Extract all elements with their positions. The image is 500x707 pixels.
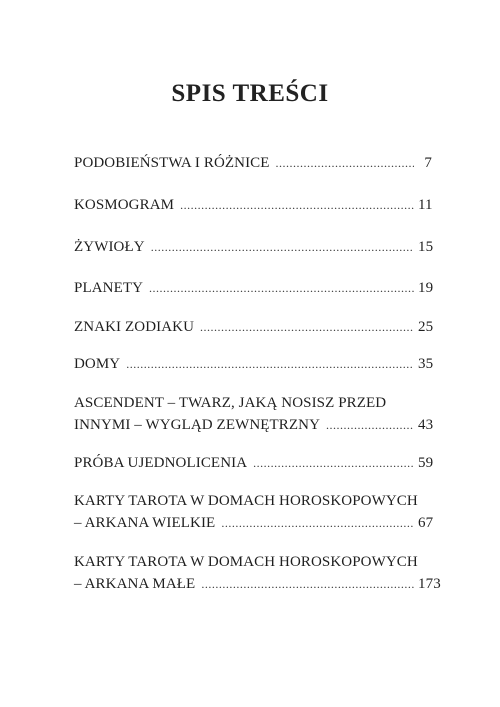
toc-page-number: 173 <box>418 576 441 592</box>
leader-dots <box>200 316 414 338</box>
toc-entry-title-line: – ARKANA WIELKIE <box>74 515 216 531</box>
toc-entry-title: DOMY <box>74 356 121 372</box>
toc-entry-title-line: KARTY TAROTA W DOMACH HOROSKOPOWYCH <box>74 554 418 570</box>
toc-entry-title-line: KARTY TAROTA W DOMACH HOROSKOPOWYCH <box>74 493 418 509</box>
toc-entry-title-line: – ARKANA MAŁE <box>74 576 196 592</box>
toc-entry-title: KOSMOGRAM <box>74 197 175 213</box>
toc-entry <box>74 236 432 258</box>
toc-page-number: 19 <box>418 280 434 296</box>
toc-entry <box>74 490 432 534</box>
toc-entry-title: PODOBIEŃSTWA I RÓŻNICE <box>74 155 270 171</box>
toc-page-number: 43 <box>418 417 434 433</box>
toc-entry <box>74 316 432 338</box>
toc-page-number: 15 <box>418 239 434 255</box>
toc-entry <box>74 353 432 375</box>
leader-dots <box>201 573 414 595</box>
leader-dots <box>253 452 414 474</box>
toc-entry <box>74 452 432 474</box>
toc-page-number: 59 <box>418 455 434 471</box>
page-title: SPIS TREŚCI <box>171 80 329 107</box>
leader-dots <box>276 152 414 174</box>
toc-entry-title: ZNAKI ZODIAKU <box>74 319 195 335</box>
toc-page-number: 11 <box>418 197 433 213</box>
leader-dots <box>180 194 414 216</box>
toc-entry <box>74 551 441 595</box>
toc-entry-title-line: INNYMI – WYGLĄD ZEWNĘTRZNY <box>74 417 321 433</box>
toc-page-number: 35 <box>418 356 434 372</box>
leader-dots <box>151 236 414 258</box>
toc-entry-title: ŻYWIOŁY <box>74 239 145 255</box>
toc-entry <box>74 392 432 436</box>
toc-page-number: 67 <box>418 515 434 531</box>
toc-page-number: 25 <box>418 319 434 335</box>
toc-entry <box>74 277 432 299</box>
toc-entry <box>74 194 432 216</box>
leader-dots <box>326 414 414 436</box>
leader-dots <box>126 353 414 375</box>
toc-entry-title-line: ASCENDENT – TWARZ, JAKĄ NOSISZ PRZED <box>74 395 387 411</box>
leader-dots <box>149 277 414 299</box>
toc-entry-title: PRÓBA UJEDNOLICENIA <box>74 455 248 471</box>
toc-page-number: 7 <box>424 155 432 171</box>
toc-entry <box>74 152 432 174</box>
toc-entry-title: PLANETY <box>74 280 144 296</box>
leader-dots <box>221 512 414 534</box>
